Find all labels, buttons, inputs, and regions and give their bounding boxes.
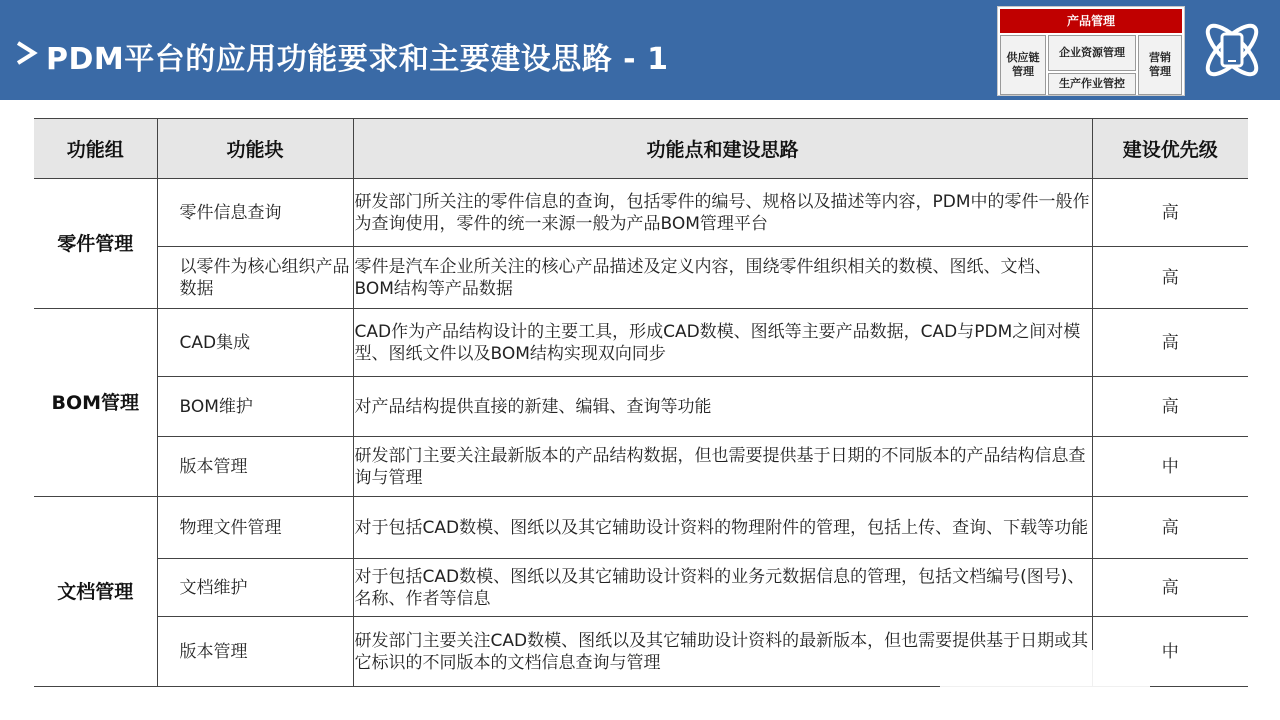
priority-cell: 高 [1092,309,1248,377]
module-production: 生产作业管控 [1048,73,1136,95]
priority-cell: 中 [1092,617,1248,687]
module-diagram [997,6,1185,96]
block-cell: 版本管理 [157,437,353,497]
phone-atom-icon [1196,14,1268,86]
header-priority: 建设优先级 [1092,119,1248,179]
module-erp: 企业资源管理 [1048,35,1136,71]
module-marketing: 营销 管理 [1138,35,1182,95]
priority-cell: 高 [1092,497,1248,559]
table-header-row [34,119,1248,179]
block-cell: 文档维护 [157,559,353,617]
table-row [34,377,1248,437]
group-cell: BOM管理 [34,309,157,497]
description-cell: 对于包括CAD数模、图纸以及其它辅助设计资料的业务元数据信息的管理，包括文档编号(图号)、名称、作者等信息 [353,559,1092,617]
header-bar [0,0,1280,100]
description-cell: 研发部门主要关注CAD数模、图纸以及其它辅助设计资料的最新版本，但也需要提供基于日期或其它标识的不同版本的文档信息查询与管理 [353,617,1092,687]
header-function-block: 功能块 [157,119,353,179]
description-cell: 对产品结构提供直接的新建、编辑、查询等功能 [353,377,1092,437]
table-row [34,437,1248,497]
block-cell: BOM维护 [157,377,353,437]
description-cell: 零件是汽车企业所关注的核心产品描述及定义内容，围绕零件组织相关的数模、图纸、文档、BOM结构等产品数据 [353,247,1092,309]
table-row [34,559,1248,617]
group-cell: 零件管理 [34,179,157,309]
module-supply-chain: 供应链 管理 [1000,35,1046,95]
page-title: PDM平台的应用功能要求和主要建设思路 - 1 [46,42,669,77]
block-cell: CAD集成 [157,309,353,377]
description-cell: 研发部门主要关注最新版本的产品结构数据，但也需要提供基于日期的不同版本的产品结构信息查询与管理 [353,437,1092,497]
table-row [34,247,1248,309]
block-cell: 版本管理 [157,617,353,687]
description-cell: CAD作为产品结构设计的主要工具，形成CAD数模、图纸等主要产品数据，CAD与PDM之间对模型、图纸文件以及BOM结构实现双向同步 [353,309,1092,377]
priority-cell: 高 [1092,247,1248,309]
chevron-right-icon [14,38,40,68]
table-row [34,497,1248,559]
block-cell: 以零件为核心组织产品数据 [157,247,353,309]
group-cell: 文档管理 [34,497,157,687]
table-row [34,309,1248,377]
module-product-mgmt: 产品管理 [1000,9,1182,33]
priority-cell: 高 [1092,377,1248,437]
priority-cell: 中 [1092,437,1248,497]
header-description: 功能点和建设思路 [353,119,1092,179]
requirements-table [34,118,1248,687]
description-cell: 对于包括CAD数模、图纸以及其它辅助设计资料的物理附件的管理，包括上传、查询、下载等功能 [353,497,1092,559]
header-function-group: 功能组 [34,119,157,179]
priority-cell: 高 [1092,559,1248,617]
watermark-overlay [940,650,1150,694]
description-cell: 研发部门所关注的零件信息的查询，包括零件的编号、规格以及描述等内容，PDM中的零件一般作为查询使用，零件的统一来源一般为产品BOM管理平台 [353,179,1092,247]
table-row [34,179,1248,247]
block-cell: 零件信息查询 [157,179,353,247]
block-cell: 物理文件管理 [157,497,353,559]
priority-cell: 高 [1092,179,1248,247]
